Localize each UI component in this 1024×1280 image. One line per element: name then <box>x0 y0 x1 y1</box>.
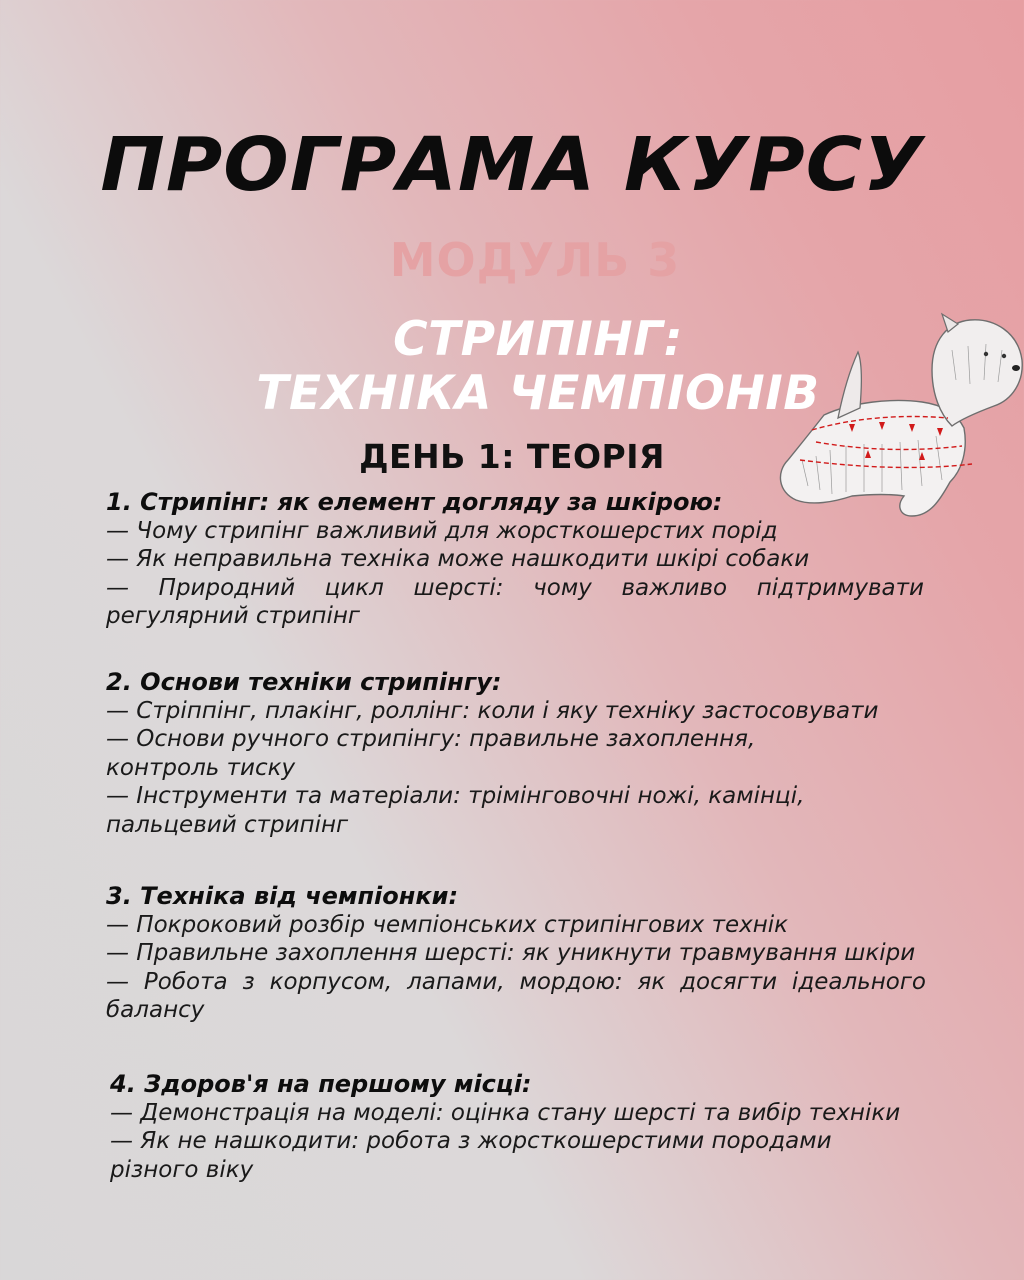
section-heading: 3. Техніка від чемпіонки: <box>106 882 459 910</box>
list-item: — Демонстрація на моделі: оцінка стану шерсті та вибір техніки <box>110 1099 901 1126</box>
subtitle-line-2: ТЕХНІКА ЧЕМПІОНІВ <box>256 366 820 421</box>
section-champion-technique <box>106 882 926 1025</box>
list-item: різного віку <box>110 1156 254 1183</box>
list-item: контроль тиску <box>106 754 296 781</box>
section-heading: 4. Здоров'я на першому місці: <box>110 1070 532 1098</box>
section-technique-basics <box>106 668 924 839</box>
section-skin-care <box>106 488 924 631</box>
section-heading: 1. Стрипінг: як елемент догляду за шкірою: <box>106 488 723 516</box>
list-item: — Інструменти та матеріали: трімінговочні ножі, камінці, <box>106 783 805 809</box>
list-item: — Робота з корпусом, лапами, мордою: як досягти ідеального балансу <box>106 968 926 1023</box>
section-heading: 2. Основи техніки стрипінгу: <box>106 668 502 696</box>
list-item: — Як неправильна техніка може нашкодити шкірі собаки <box>106 546 810 572</box>
list-item: — Стріппінг, плакінг, роллінг: коли і яку техніку застосовувати <box>106 697 879 724</box>
list-item: — Природний цикл шерсті: чому важливо підтримувати регулярний стрипінг <box>106 574 924 629</box>
list-item: — Чому стрипінг важливий для жорсткошерстих порід <box>106 517 778 544</box>
module-label: МОДУЛЬ 3 <box>389 233 681 287</box>
section-health-first <box>110 1070 926 1184</box>
list-item: — Основи ручного стрипінгу: правильне захоплення, <box>106 726 756 752</box>
list-item: — Правильне захоплення шерсті: як уникнути травмування шкіри <box>106 940 916 966</box>
day-heading: ДЕНЬ 1: ТЕОРІЯ <box>359 437 665 476</box>
list-item: — Як не нашкодити: робота з жорсткошерстими породами <box>110 1128 832 1154</box>
subtitle-line-1: СТРИПІНГ: <box>393 312 683 367</box>
list-item: — Покроковий розбір чемпіонських стрипінгових технік <box>106 911 789 938</box>
list-item: пальцевий стрипінг <box>106 811 349 838</box>
course-program-title: ПРОГРАМА КУРСУ <box>100 122 924 208</box>
